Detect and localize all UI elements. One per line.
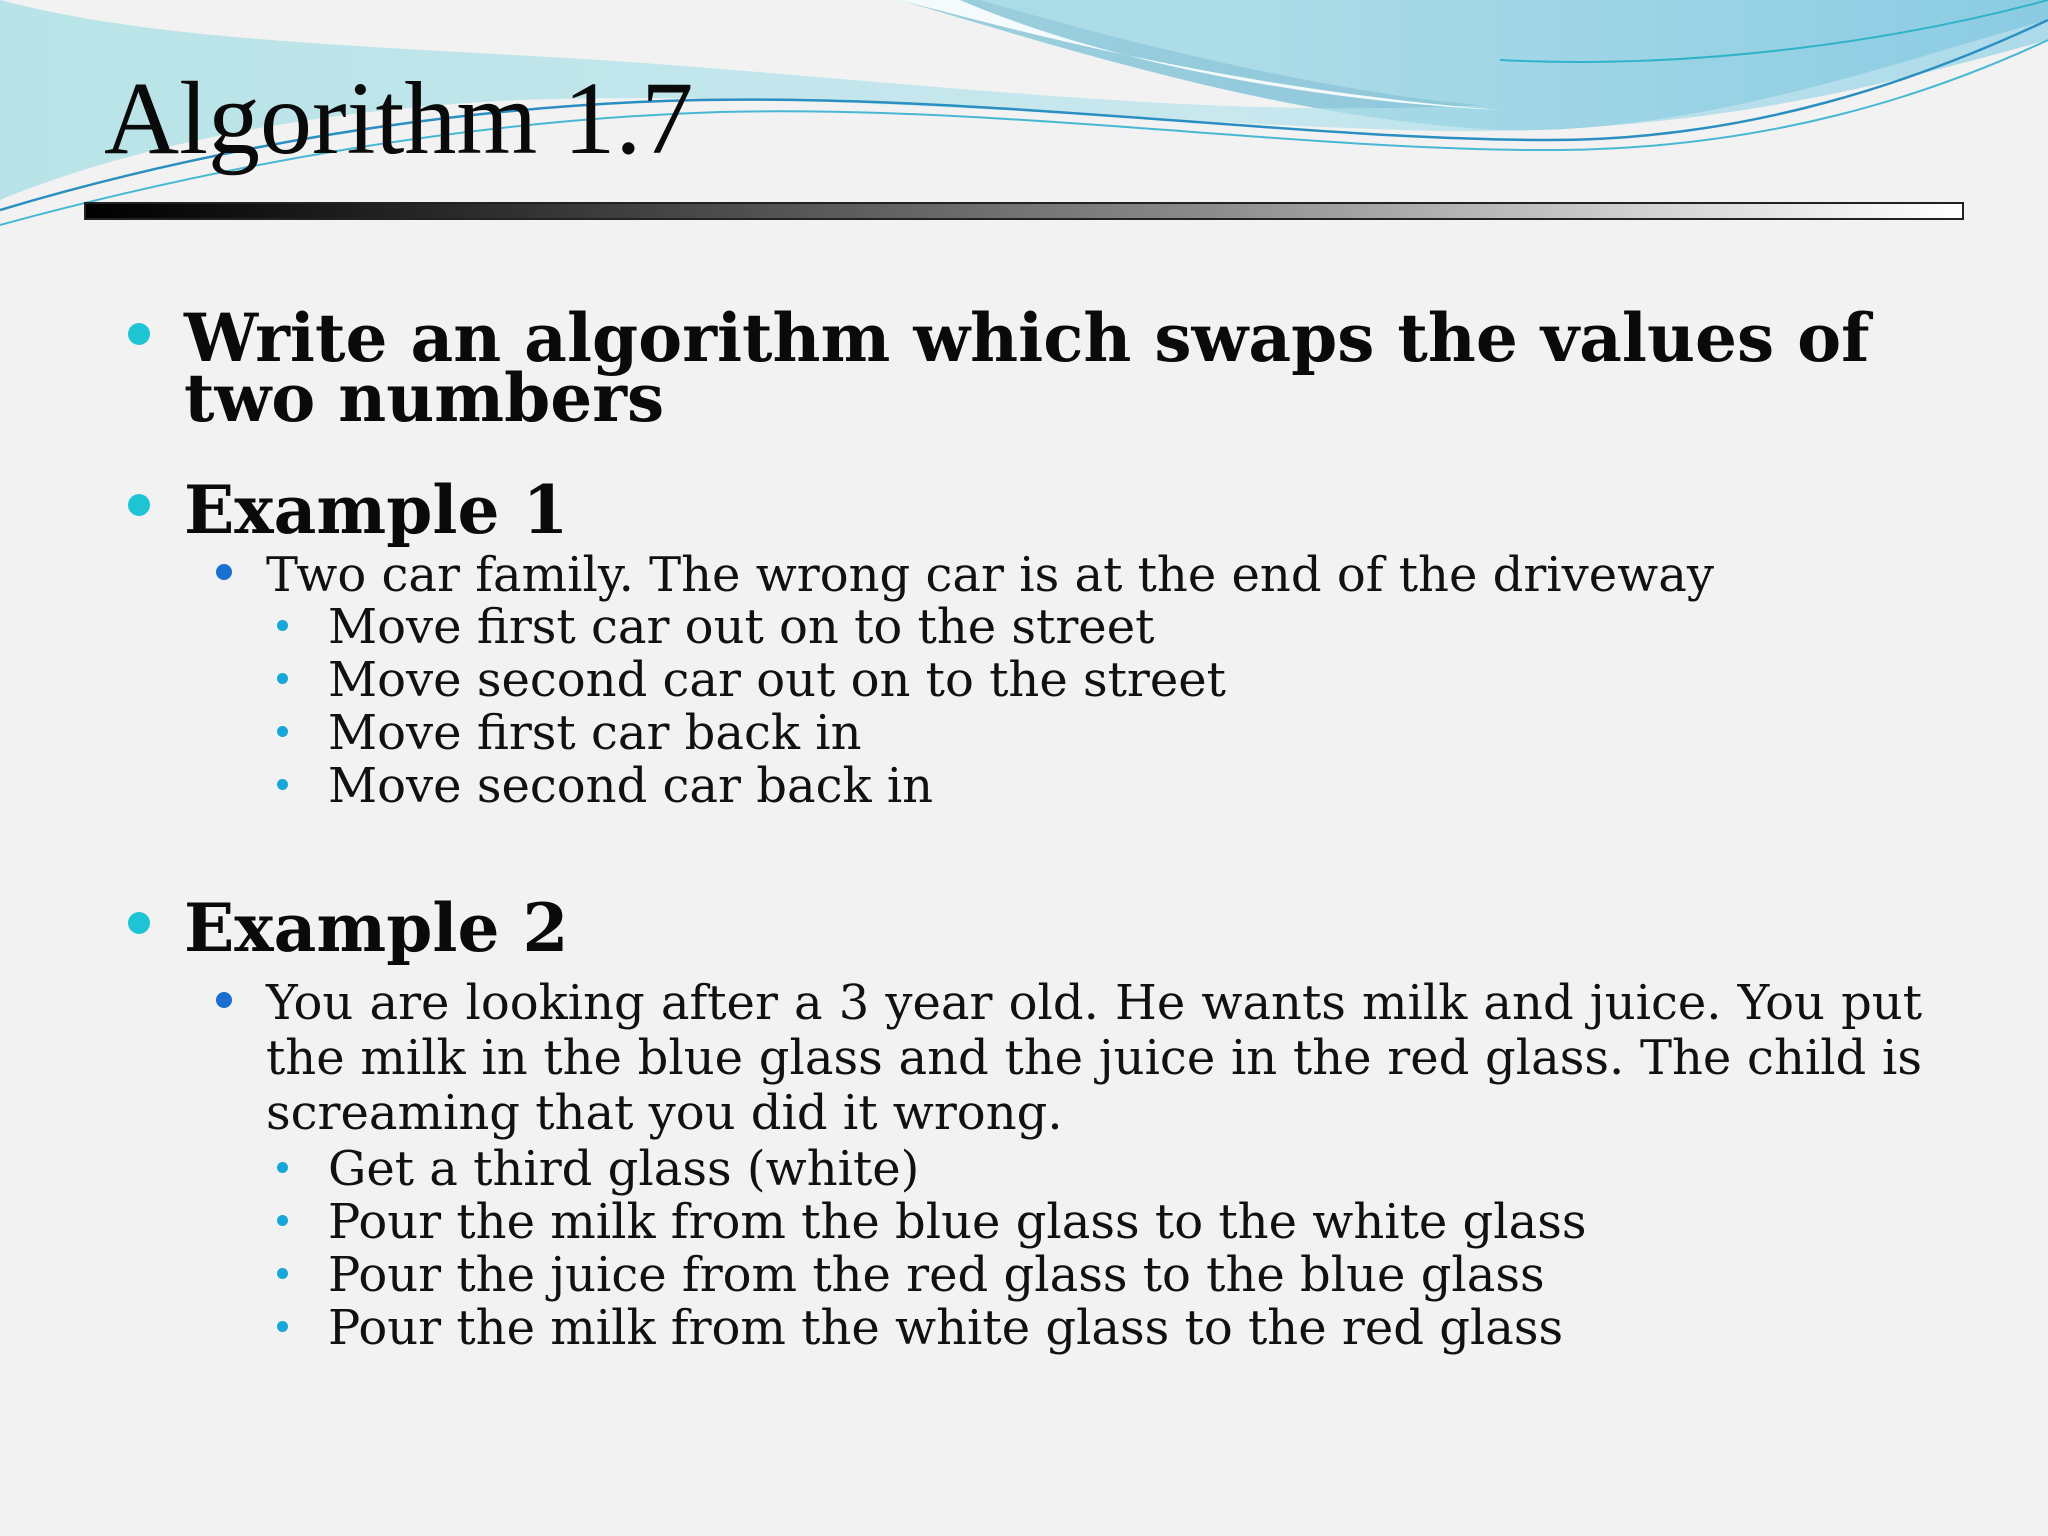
bullet-level1-icon (128, 912, 150, 934)
bullet-level3-icon (277, 1215, 288, 1226)
bullet-level3-icon (277, 1268, 288, 1279)
step-item: Move second car out on to the street (328, 652, 1226, 708)
bullet-level1-icon (128, 323, 150, 345)
bullet-level1-text: Example 2 (184, 889, 569, 967)
bullet-level3-icon (277, 620, 288, 631)
step-item: Pour the juice from the red glass to the blue glass (328, 1247, 1545, 1303)
bullet-level2-icon (216, 992, 232, 1008)
bullet-level2-text: Two car family. The wrong car is at the end of the driveway (266, 547, 1714, 603)
step-item: Move first car back in (328, 705, 862, 761)
bullet-level3-icon (277, 1321, 288, 1332)
step-item: Pour the milk from the blue glass to the white glass (328, 1194, 1587, 1250)
step-item: Get a third glass (white) (328, 1141, 920, 1197)
bullet-level1-icon (128, 494, 150, 516)
bullet-level3-icon (277, 726, 288, 737)
step-item: Move second car back in (328, 758, 934, 814)
bullet-level2-paragraph: You are looking after a 3 year old. He wants milk and juice. You put the milk in the blue glass and the juice in the red glass. The child is screaming that you did it wrong. (266, 975, 1922, 1141)
bullet-level3-icon (277, 1162, 288, 1173)
step-item: Pour the milk from the white glass to the red glass (328, 1300, 1564, 1356)
bullet-level3-icon (277, 779, 288, 790)
bullet-level3-icon (277, 673, 288, 684)
bullet-level2-icon (216, 564, 232, 580)
bullet-level1-text: Write an algorithm which swaps the values of two numbers (184, 299, 1870, 437)
slide-title: Algorithm 1.7 (104, 61, 694, 176)
bullet-level1-text: Example 1 (184, 471, 569, 549)
step-item: Move first car out on to the street (328, 599, 1155, 655)
